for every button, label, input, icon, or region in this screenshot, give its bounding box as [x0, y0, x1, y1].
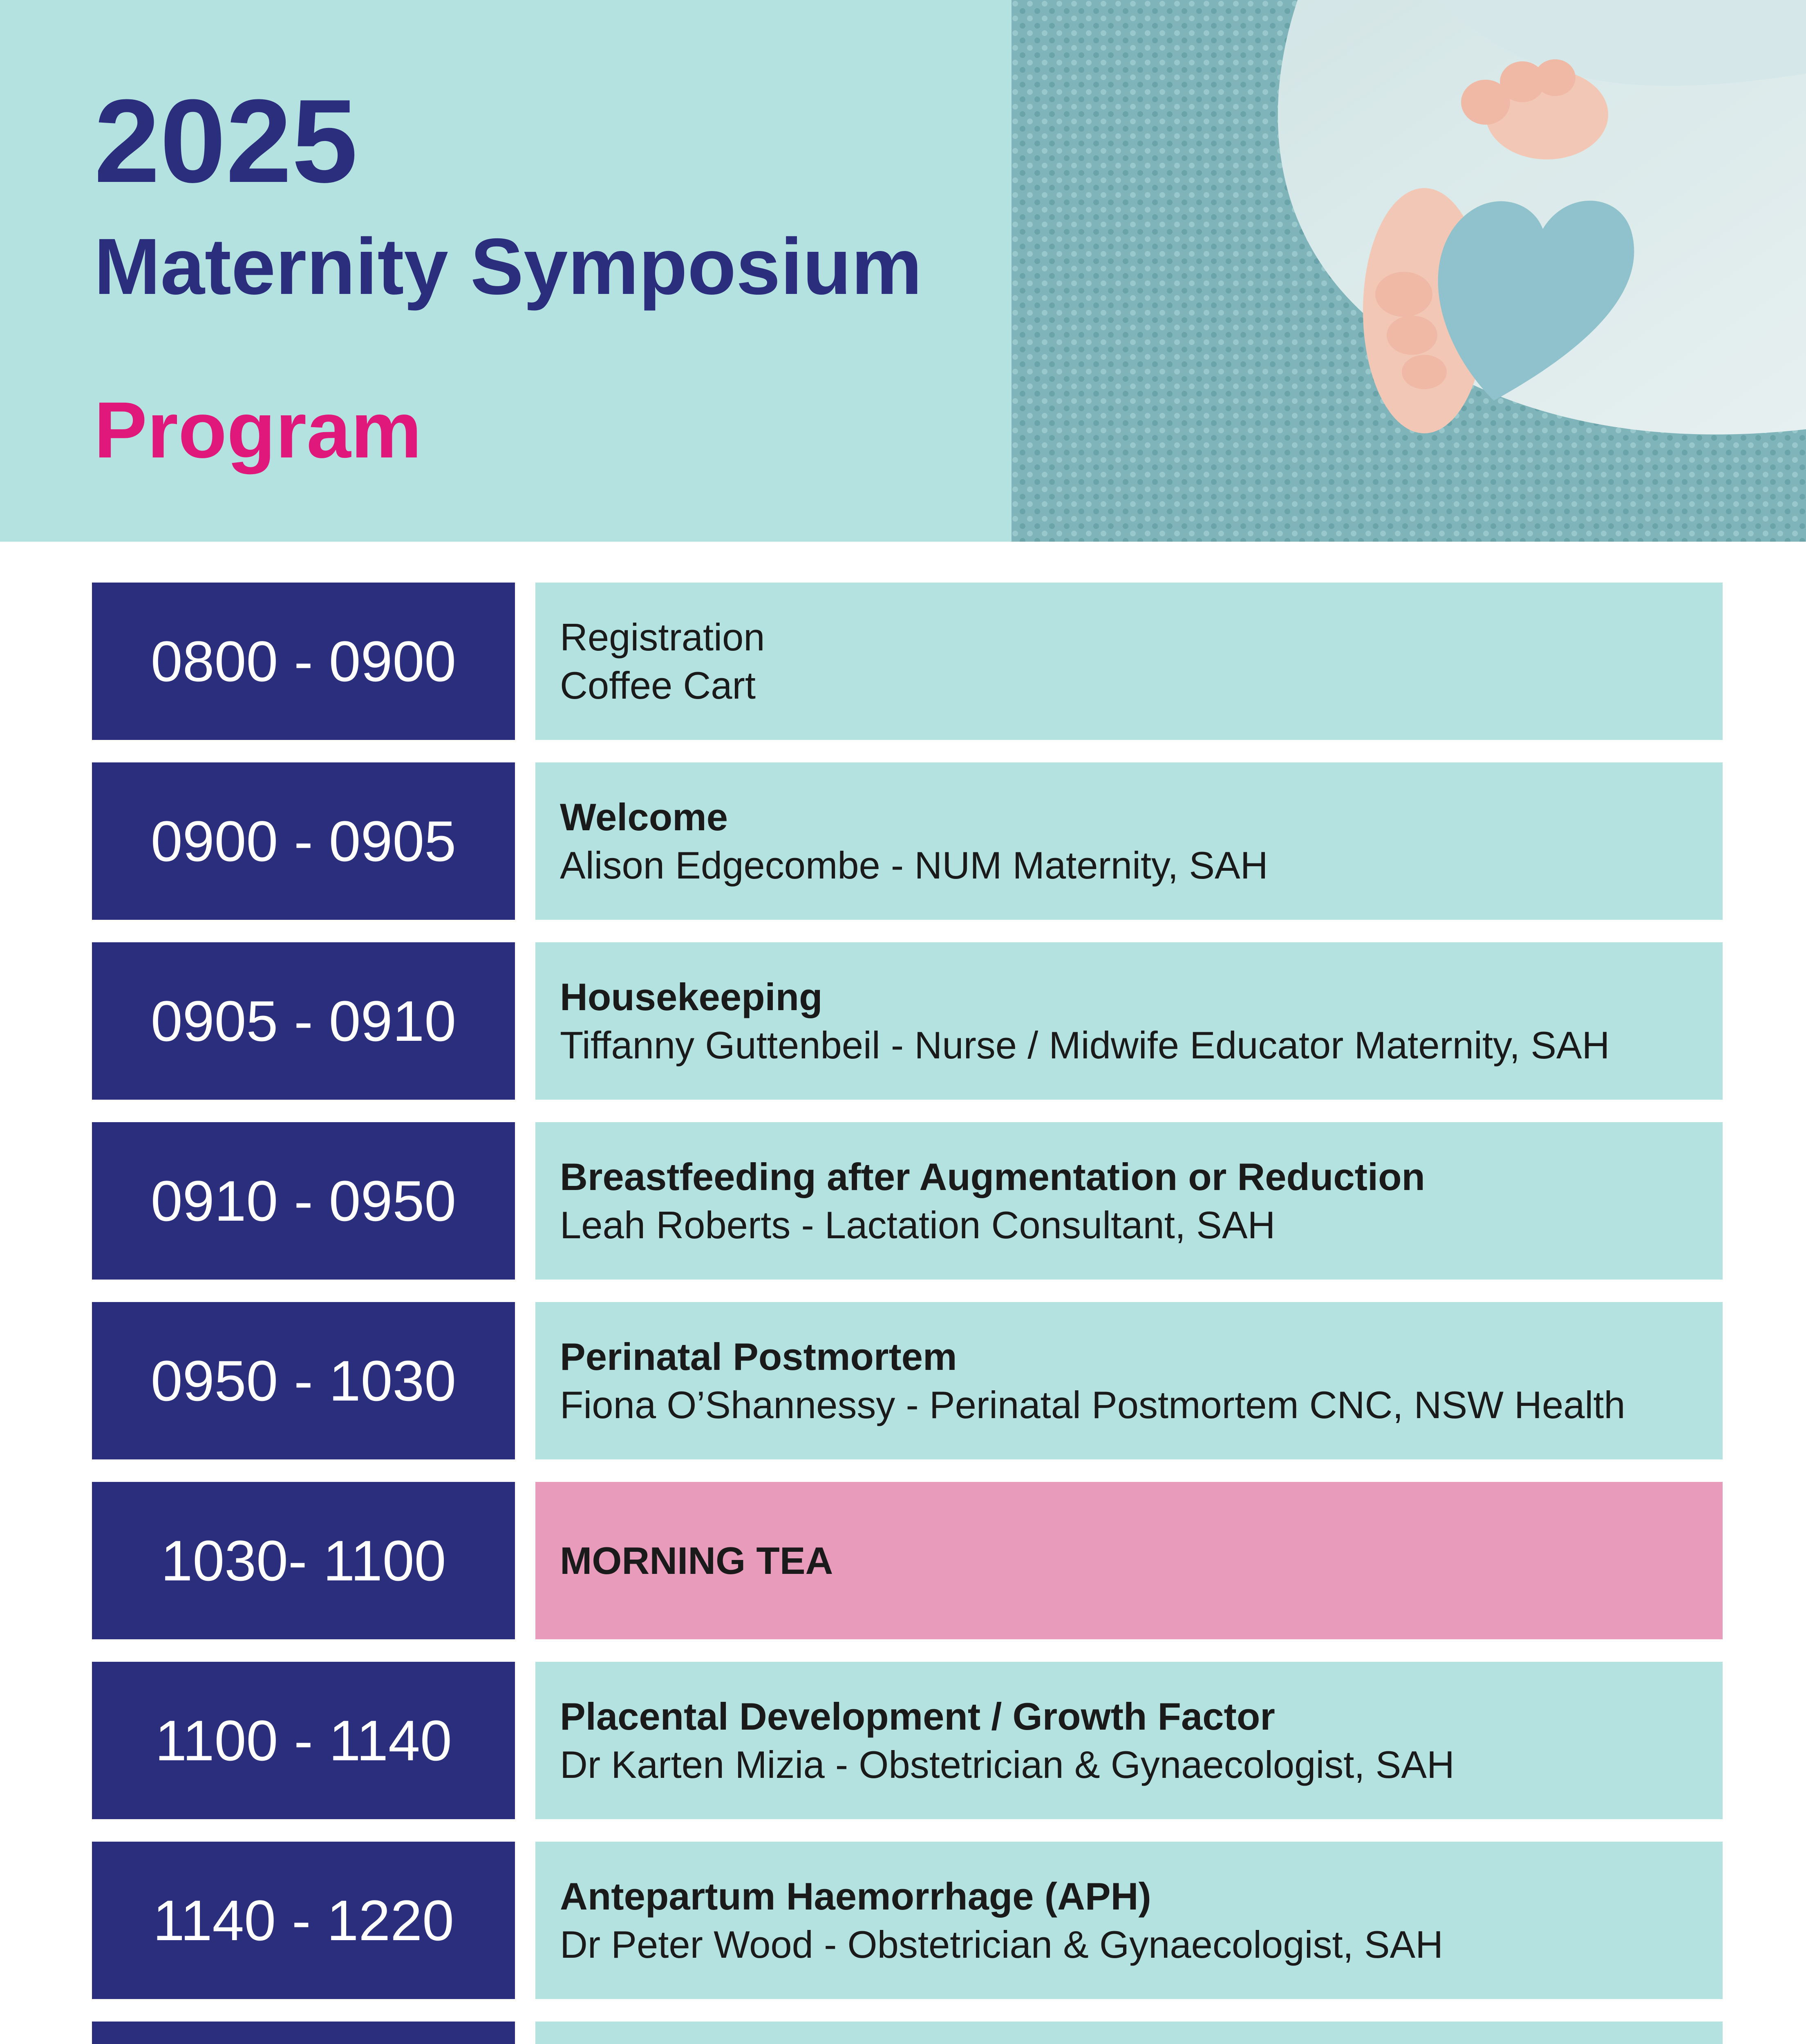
session-speaker: Tiffanny Guttenbeil - Nurse / Midwife Educator Maternity, SAH — [560, 1023, 1610, 1067]
time-slot: 0900 - 0905 — [92, 762, 515, 920]
session-speaker: Dr Peter Wood - Obstetrician & Gynaecologist, SAH — [560, 1923, 1443, 1966]
session-speaker: Leah Roberts - Lactation Consultant, SAH — [560, 1203, 1276, 1246]
session-details — [535, 2022, 1723, 2044]
break-details — [535, 1482, 1723, 1639]
baby-feet-photo — [1012, 0, 1806, 542]
session-speaker: Dr Karten Mizia - Obstetrician & Gynaecologist, SAH — [560, 1743, 1455, 1786]
session-title: Perinatal Postmortem — [560, 1335, 957, 1378]
session-details — [535, 762, 1723, 920]
schedule-row — [92, 762, 1723, 920]
time-slot: 1140 - 1220 — [92, 1842, 515, 1999]
session-speaker: Fiona O’Shannessy - Perinatal Postmortem CNC, NSW Health — [560, 1383, 1625, 1426]
schedule-row — [92, 1662, 1723, 1819]
session-details — [535, 1662, 1723, 1819]
schedule-row — [92, 2022, 1723, 2044]
program-heading: Program — [94, 385, 422, 475]
session-speaker: Alison Edgecombe - NUM Maternity, SAH — [560, 843, 1268, 887]
time-slot: 0800 - 0900 — [92, 583, 515, 740]
session-details — [535, 1122, 1723, 1280]
schedule-row — [92, 942, 1723, 1100]
time-slot — [92, 2022, 515, 2044]
session-details — [535, 942, 1723, 1100]
schedule-row — [92, 1842, 1723, 1999]
session-title: Welcome — [560, 795, 728, 838]
session-title: Placental Development / Growth Factor — [560, 1694, 1275, 1738]
session-title: Breastfeeding after Augmentation or Reduction — [560, 1155, 1425, 1198]
session-title: Registration — [560, 615, 765, 659]
time-slot: 0950 - 1030 — [92, 1302, 515, 1459]
header-banner — [0, 0, 1806, 542]
event-title: Maternity Symposium — [94, 222, 922, 311]
session-detail: Coffee Cart — [560, 663, 756, 707]
session-title: Housekeeping — [560, 975, 823, 1018]
time-slot: 1100 - 1140 — [92, 1662, 515, 1819]
time-slot: 0910 - 0950 — [92, 1122, 515, 1280]
schedule-row — [92, 1302, 1723, 1459]
time-slot: 1030- 1100 — [92, 1482, 515, 1639]
session-details — [535, 583, 1723, 740]
break-title: MORNING TEA — [560, 1539, 833, 1582]
time-slot: 0905 - 0910 — [92, 942, 515, 1100]
event-year: 2025 — [94, 75, 358, 207]
session-details — [535, 1302, 1723, 1459]
schedule-row — [92, 583, 1723, 740]
session-title: Antepartum Haemorrhage (APH) — [560, 1874, 1151, 1918]
schedule-row — [92, 1122, 1723, 1280]
session-details — [535, 1842, 1723, 1999]
schedule-row-break — [92, 1482, 1723, 1639]
